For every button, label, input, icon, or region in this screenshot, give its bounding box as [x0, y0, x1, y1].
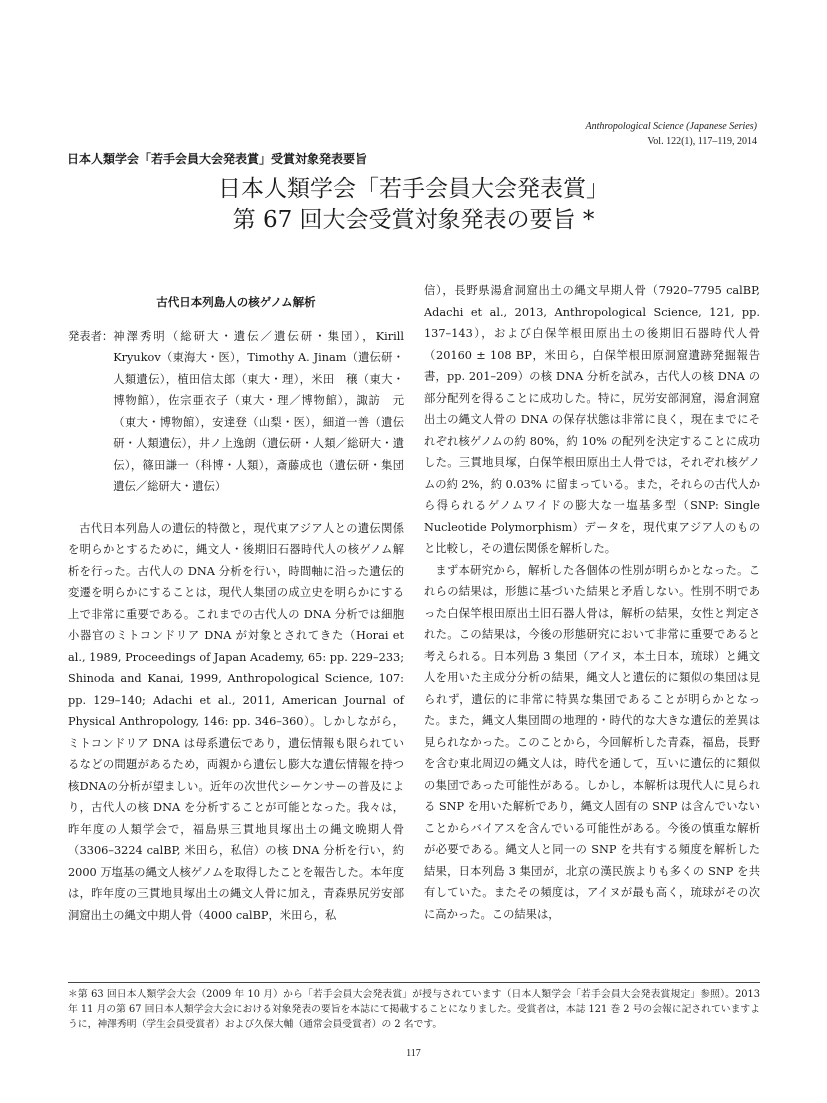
right-column — [424, 280, 760, 925]
author-list: 神澤秀明（総研大・遺伝／遺伝研・集団），Kirill Kryukov（東海大・医），Timothy A. Jinam（遺伝研・人類遺伝），植田信太郎（東大・理），米田 穣（東大・博物館），佐宗亜衣子（東大・理／博物館），諏訪 元（東大・博物館），安達登（山梨・医），細道一善（遺伝研・人類遺伝），井ノ上逸朗（遺伝研・人類／総研大・遺伝），篠田謙一（科博・人類），斎藤成也（遺伝研・集団遺伝／総研大・遺伝） — [113, 329, 404, 493]
author-block — [68, 326, 404, 498]
presenter-label: 発表者： — [68, 329, 114, 343]
section-label: 日本人類学会「若手会員大会発表賞」受賞対象発表要旨 — [67, 152, 368, 166]
body-paragraph-1: 古代日本列島人の遺伝的特徴と，現代東アジア人との遺伝関係を明らかとするために，縄文人・後期旧石器時代人の核ゲノム解析を行った。古代人の DNA 分析を行い，時間軸に沿った遺伝的変遷を明らかにすることは，現代人集団の成立史を明らかにする上で非常に重要である。これまでの古代人の DNA 分析では細胞小器官のミトコンドリア DNA が対象とされてきた（Horai et al., 1989, Proceedings of Japan Academy, 65: pp. 229–233; Shinoda and Kanai, 1999, Anthropological Science, 107: pp. 129–140; Adachi et al., 2011, American Journal of Physical Anthropology, 146: pp. 346–360）。しかしながら，ミトコンドリア DNA は母系遺伝であり，遺伝情報も限られているなどの問題があるため，両親から遺伝し膨大な遺伝情報を持つ核DNAの分析が望ましい。近年の次世代シーケンサーの普及により，古代人の核 DNA を分析することが可能となった。我々は，昨年度の人類学会で，福島県三貫地貝塚出土の縄文晩期人骨（3306–3224 calBP, 米田ら，私信）の核 DNA 分析を行い，約 2000 万塩基の縄文人核ゲノムを取得したことを報告した。本年度は，昨年度の三貫地貝塚出土の縄文人骨に加え，青森県尻労安部洞窟出土の縄文中期人骨（4000 calBP，米田ら，私 — [68, 521, 404, 922]
footnote-divider — [68, 982, 760, 983]
title-line-1: 日本人類学会「若手会員大会発表賞」 — [218, 176, 609, 202]
journal-name: Anthropological Science (Japanese Series) — [585, 121, 757, 132]
volume-info: Vol. 122(1), 117–119, 2014 — [647, 136, 757, 147]
left-column — [68, 280, 404, 926]
page-title — [0, 174, 827, 236]
body-paragraph-2: 信），長野県湯倉洞窟出土の縄文早期人骨（7920–7795 calBP, Adachi et al., 2013, Anthropological Science, 121, pp. 137–143），および白保竿根田原出土の後期旧石器時代人骨（20160 ± 108 BP，米田ら，白保竿根田原洞窟遺跡発掘報告書，pp. 201–209）の核 DNA 分析を試み，古代人の核 DNA の部分配列を得ることに成功した。特に，尻労安部洞窟，湯倉洞窟出土の縄文人骨の DNA の保存状態は非常に良く，現在までにそれぞれ核ゲノムの約 80%，約 10% の配列を決定することに成功した。三貫地貝塚，白保竿根田原出土人骨では，それぞれ核ゲノムの約 2%，約 0.03% に留まっている。また，それらの古代人から得られるゲノムワイドの膨大な一塩基多型（SNP: Single Nucleotide Polymorphism）データを，現代東アジア人のものと比較し，その遺伝関係を解析した。 — [424, 284, 760, 555]
title-line-2: 第 67 回大会受賞対象発表の要旨 * — [232, 207, 595, 233]
body-paragraph-3: まず本研究から，解析した各個体の性別が明らかとなった。これらの結果は，形態に基づいた結果と矛盾しない。性別不明であった白保竿根田原出土旧石器人骨は，解析の結果，女性と判定された。この結果は，今後の形態研究において非常に重要であると考えられる。日本列島 3 集団（アイヌ，本土日本，琉球）と縄文人を用いた主成分分析の結果，縄文人と遺伝的に類似の集団は見られず，遺伝的に非常に特異な集団であることが明らかとなった。また，縄文人集団間の地理的・時代的な大きな遺伝的差異は見られなかった。このことから，今回解析した青森，福島，長野を含む東北周辺の縄文人は，時代を通して，互いに遺伝的に類似の集団であった可能性がある。しかし，本解析は現代人に見られる SNP を用いた解析であり，縄文人固有の SNP は含んでいないことからバイアスを含んでいる可能性がある。今後の慎重な解析が必要である。縄文人と同一の SNP を共有する頻度を解析した結果，日本列島 3 集団が，北京の漢民族よりも多くの SNP を共有していた。またその頻度は，アイヌが最も高く，琉球がその次に高かった。この結果は， — [424, 563, 760, 921]
journal-header — [337, 119, 757, 149]
footnote: ＊第 63 回日本人類学会大会（2009 年 10 月）から「若手会員大会発表賞」が授与されています（日本人類学会「若手会員大会発表賞規定」参照）。2013 年 11 月の第 67 回日本人類学会大会における対象発表の要旨を本誌にて掲載することになりました。受賞者は，本誌 121 巻 2 号の会報に記されていますように，神澤秀明（学生会員受賞者）および久保大輔（通常会員受賞者）の 2 名です。 — [68, 989, 760, 1030]
page-number: 117 — [406, 1048, 421, 1059]
abstract-title: 古代日本列島人の核ゲノム解析 — [156, 295, 316, 309]
